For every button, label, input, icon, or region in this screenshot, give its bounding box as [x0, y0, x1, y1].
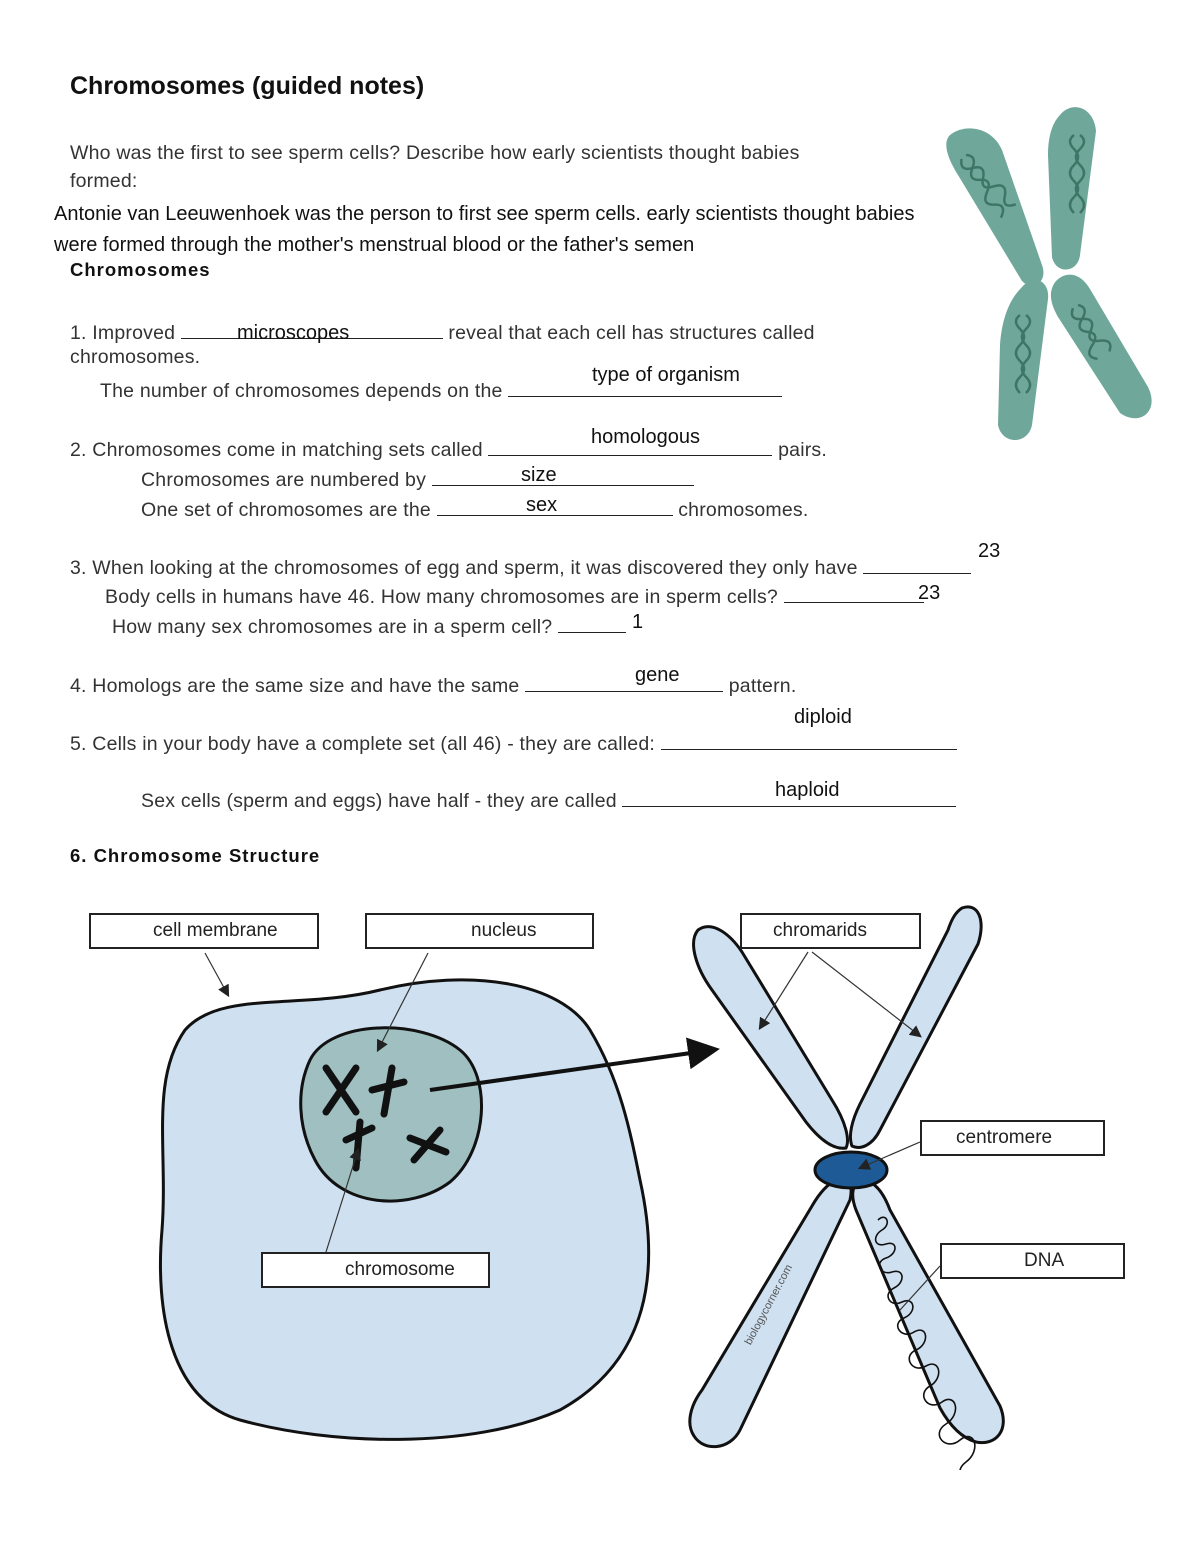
q3-answer[interactable]: 23 — [978, 540, 1001, 562]
chromatid-lower-right — [1051, 275, 1152, 419]
q5-sub-answer[interactable]: haploid — [775, 779, 840, 801]
q3-sub1-line — [105, 582, 924, 609]
q1-suffix: reveal that each cell has structures called — [448, 322, 815, 344]
chromatid-upper-left — [946, 128, 1043, 285]
q2-sub2-answer[interactable]: sex — [526, 494, 558, 516]
chromatid-upper-left — [694, 927, 848, 1149]
q2-sub2-line — [141, 495, 809, 522]
q3-sub2-prefix: How many sex chromosomes are in a sperm cell? — [112, 616, 553, 638]
q6-heading: 6. Chromosome Structure — [70, 845, 321, 866]
q5-answer[interactable]: diploid — [794, 706, 852, 728]
q3-line — [70, 553, 971, 580]
q2-sub1-prefix: Chromosomes are numbered by — [141, 469, 427, 491]
intro-answer-line2[interactable]: were formed through the mother's menstrual blood or the father's semen — [54, 234, 695, 256]
pointer-chromatid-left — [760, 952, 808, 1028]
q1-answer[interactable]: microscopes — [237, 322, 350, 344]
label-cell-membrane[interactable]: cell membrane — [89, 913, 319, 949]
chromatid-upper-right — [1048, 107, 1096, 269]
q3-sub2-answer[interactable]: 1 — [632, 611, 644, 633]
label-nucleus[interactable]: nucleus — [365, 913, 594, 949]
intro-question-line2: formed: — [70, 170, 138, 192]
q3-sub1-prefix: Body cells in humans have 46. How many chromosomes are in sperm cells? — [105, 586, 778, 608]
q2-line — [70, 435, 827, 462]
section-heading: Chromosomes — [70, 259, 211, 280]
q2-sub2-prefix: One set of chromosomes are the — [141, 499, 431, 521]
q4-line — [70, 671, 796, 698]
q1-prefix: 1. Improved — [70, 322, 176, 344]
q2-sub1-line — [141, 465, 694, 492]
intro-question-line1: Who was the first to see sperm cells? Describe how early scientists thought babies — [70, 142, 800, 164]
q4-blank — [525, 671, 723, 692]
chromatid-lower-left — [998, 280, 1048, 440]
q2-prefix: 2. Chromosomes come in matching sets called — [70, 439, 483, 461]
page-title: Chromosomes (guided notes) — [70, 72, 425, 100]
chromosome-illustration — [930, 95, 1170, 455]
q4-prefix: 4. Homologs are the same size and have the same — [70, 675, 520, 697]
q2-sub1-blank — [432, 465, 694, 486]
q5-sub-prefix: Sex cells (sperm and eggs) have half - they are called — [141, 790, 617, 812]
label-chromatids[interactable]: chromarids — [740, 913, 921, 949]
q2-suffix: pairs. — [778, 439, 827, 461]
q3-sub1-blank — [784, 582, 924, 603]
q2-answer[interactable]: homologous — [591, 426, 700, 448]
q2-sub2-suffix: chromosomes. — [678, 499, 809, 521]
q5-prefix: 5. Cells in your body have a complete set (all 46) - they are called: — [70, 733, 656, 755]
q1-line2: chromosomes. — [70, 346, 201, 368]
q1-line — [70, 318, 815, 345]
q1-sub-prefix: The number of chromosomes depends on the — [100, 380, 503, 402]
chromosome-structure-diagram — [0, 890, 1200, 1470]
q4-suffix: pattern. — [728, 675, 797, 697]
pointer-chromatid-right — [812, 952, 920, 1036]
label-centromere[interactable]: centromere — [920, 1120, 1105, 1156]
label-dna[interactable]: DNA — [940, 1243, 1125, 1279]
q4-answer[interactable]: gene — [635, 664, 680, 686]
q3-sub2-blank — [558, 612, 626, 633]
q5-line — [70, 729, 957, 756]
label-chromosome[interactable]: chromosome — [261, 1252, 490, 1288]
q3-sub1-answer[interactable]: 23 — [918, 582, 941, 604]
pointer-cell-membrane — [205, 953, 228, 995]
q1-sub-answer[interactable]: type of organism — [592, 364, 740, 386]
credit-text: biologycorner.com — [742, 1262, 796, 1348]
q3-blank — [863, 553, 971, 574]
intro-answer-line1[interactable]: Antonie van Leeuwenhoek was the person to first see sperm cells. early scientists thought babies — [54, 203, 915, 225]
q2-sub1-answer[interactable]: size — [521, 464, 557, 486]
q3-sub2-line — [112, 612, 626, 639]
q5-blank — [661, 729, 957, 750]
centromere-shape — [815, 1152, 887, 1188]
q3-prefix: 3. When looking at the chromosomes of egg and sperm, it was discovered they only have — [70, 557, 858, 579]
